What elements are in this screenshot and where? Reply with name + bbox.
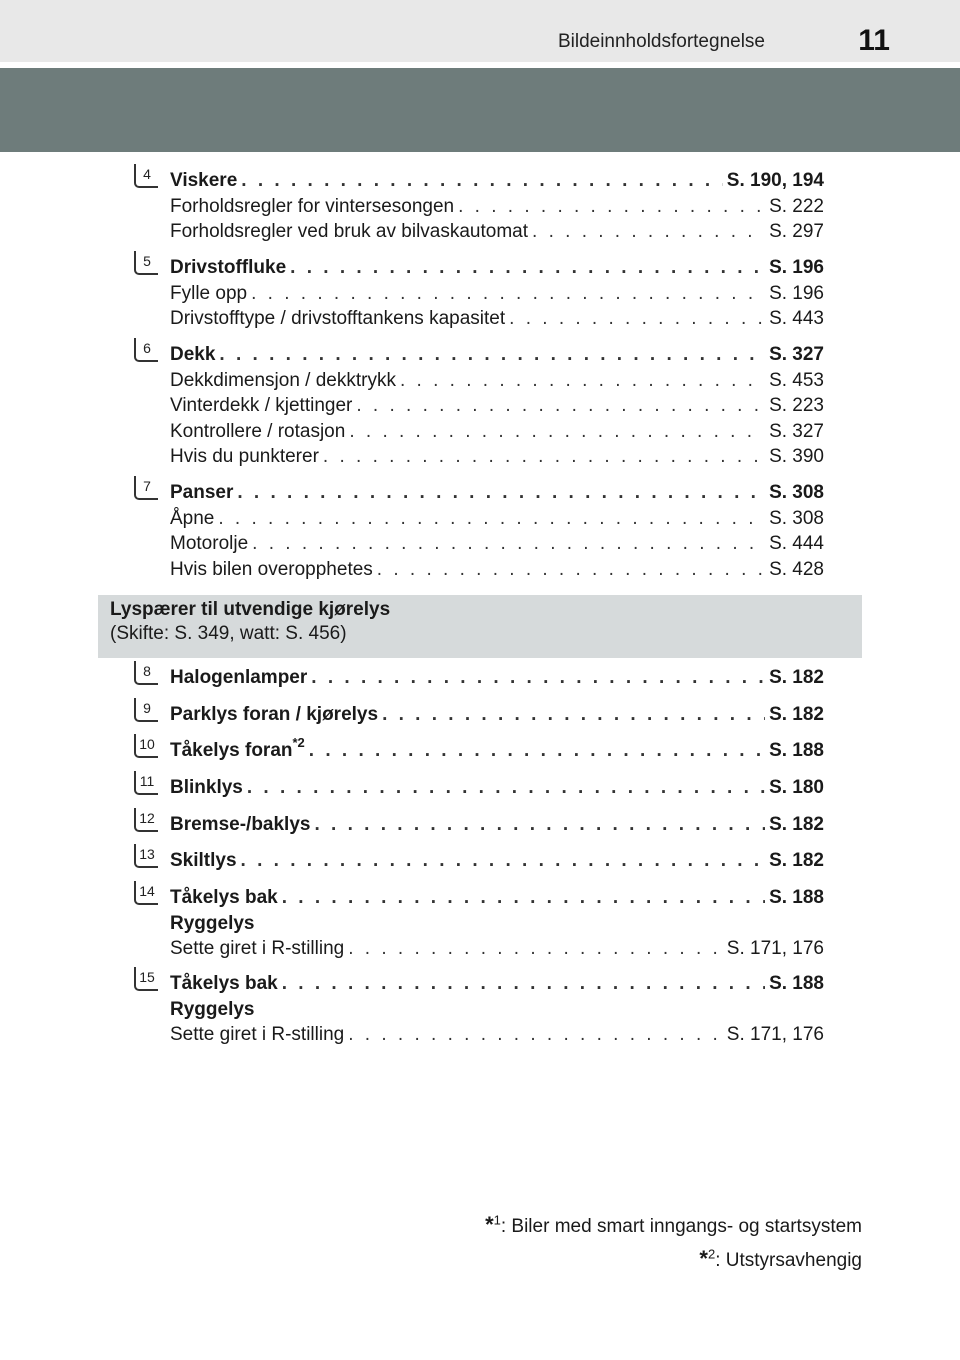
header-title: Bildeinnholdsfortegnelse bbox=[557, 31, 765, 52]
toc-heading-entry[interactable] bbox=[170, 885, 824, 911]
footnote-number: 2 bbox=[707, 1246, 716, 1262]
footnote-mark: * bbox=[485, 1212, 494, 1237]
page-header bbox=[0, 0, 960, 62]
entry-label-text: Forholdsregler for vintersesongen bbox=[170, 195, 455, 217]
toc-sub-entry[interactable] bbox=[170, 936, 824, 962]
entry-label bbox=[170, 480, 233, 506]
toc-sub-entry[interactable] bbox=[170, 219, 824, 245]
dot-leader bbox=[251, 281, 765, 307]
dot-leader bbox=[241, 168, 723, 194]
dot-leader bbox=[458, 194, 765, 220]
toc-sub-entry[interactable] bbox=[170, 194, 824, 220]
dot-leader bbox=[532, 219, 765, 245]
entry-label-text: Viskere bbox=[170, 170, 238, 191]
footnote-text: : Biler med smart inngangs- og startsystem bbox=[500, 1216, 862, 1237]
entry-label-text: Sette giret i R-stilling bbox=[170, 1024, 345, 1045]
callout-number: 4 bbox=[134, 164, 158, 188]
page-reference: S. 182 bbox=[769, 814, 824, 835]
toc-sub-entry[interactable] bbox=[170, 419, 824, 445]
dot-leader bbox=[309, 738, 765, 764]
toc-sub-entry[interactable] bbox=[170, 444, 824, 470]
page-reference: S. 188 bbox=[769, 740, 824, 761]
page-reference: S. 308 bbox=[769, 482, 824, 503]
page-reference: S. 223 bbox=[769, 395, 824, 416]
toc-heading-entry[interactable] bbox=[170, 665, 824, 691]
dot-leader bbox=[290, 255, 765, 281]
entry-label-text: Drivstofftype / drivstofftankens kapasitet bbox=[170, 308, 506, 329]
entry-label bbox=[170, 255, 286, 281]
callout-number: 15 bbox=[134, 967, 158, 991]
page-reference: S. 182 bbox=[769, 667, 824, 688]
footnote-1 bbox=[485, 1212, 862, 1238]
page-reference: S. 180 bbox=[769, 777, 824, 798]
toc-sub-entry[interactable] bbox=[170, 306, 824, 332]
page-reference: S. 443 bbox=[769, 308, 824, 329]
entry-label-text: Forholdsregler ved bruk av bilvaskautomat bbox=[170, 221, 529, 242]
entry-label-text: Skiltlys bbox=[170, 850, 237, 871]
dot-leader bbox=[356, 393, 765, 419]
toc-heading-entry[interactable] bbox=[170, 255, 824, 281]
dot-leader bbox=[282, 885, 765, 911]
entry-label bbox=[170, 444, 319, 470]
dot-leader bbox=[509, 306, 765, 332]
toc-heading-entry[interactable] bbox=[170, 848, 824, 874]
toc-heading-entry[interactable] bbox=[170, 342, 824, 368]
entry-label-text: Tåkelys bak bbox=[170, 887, 278, 908]
entry-label bbox=[170, 506, 214, 532]
page-reference: S. 390 bbox=[769, 446, 824, 467]
entry-label-text: Tåkelys foran bbox=[170, 740, 293, 761]
entry-label bbox=[170, 419, 345, 445]
section-subtitle: (Skifte: S. 349, watt: S. 456) bbox=[110, 623, 347, 644]
entry-label bbox=[170, 281, 247, 307]
entry-label-text: Tåkelys bak bbox=[170, 973, 278, 994]
section-title: Lyspærer til utvendige kjørelys bbox=[110, 599, 391, 620]
page-reference: S. 182 bbox=[769, 704, 824, 725]
entry-label-text: Vinterdekk / kjettinger bbox=[170, 395, 353, 416]
entry-label-text: Dekk bbox=[170, 344, 216, 365]
dot-leader bbox=[219, 342, 765, 368]
dot-leader bbox=[348, 1022, 723, 1048]
page-reference: S. 428 bbox=[769, 558, 824, 580]
toc-heading-entry[interactable] bbox=[170, 775, 824, 801]
entry-label bbox=[170, 885, 278, 911]
entry-label-text: Fylle opp bbox=[170, 282, 248, 304]
page-reference: S. 222 bbox=[769, 195, 824, 217]
callout-number: 7 bbox=[134, 476, 158, 500]
entry-label bbox=[170, 1022, 344, 1048]
page-reference: S. 190, 194 bbox=[726, 170, 824, 191]
entry-label-text: Kontrollere / rotasjon bbox=[170, 420, 346, 442]
page-reference: S. 308 bbox=[769, 507, 824, 529]
entry-label bbox=[170, 342, 215, 368]
entry-label-text: Halogenlamper bbox=[170, 667, 308, 688]
header-band bbox=[0, 68, 960, 152]
toc-heading-entry[interactable] bbox=[170, 734, 824, 764]
entry-label bbox=[170, 557, 373, 583]
toc-sub-entry[interactable] bbox=[170, 506, 824, 532]
entry-label-text: Blinklys bbox=[170, 777, 243, 798]
callout-number: 8 bbox=[134, 661, 158, 685]
toc-sub-entry[interactable] bbox=[170, 1022, 824, 1048]
entry-label bbox=[170, 702, 378, 728]
toc-heading-entry[interactable] bbox=[170, 480, 824, 506]
page-reference: S. 327 bbox=[769, 344, 824, 365]
dot-leader bbox=[252, 531, 765, 557]
page-reference: S. 188 bbox=[769, 973, 824, 994]
toc-heading-entry[interactable] bbox=[170, 911, 824, 937]
page-number: 11 bbox=[858, 24, 890, 57]
footnote-text: : Utstyrsavhengig bbox=[715, 1250, 862, 1271]
entry-label bbox=[170, 936, 344, 962]
dot-leader bbox=[348, 936, 723, 962]
entry-label-text: Åpne bbox=[170, 507, 215, 529]
dot-leader bbox=[382, 702, 765, 728]
page-reference: S. 327 bbox=[769, 420, 824, 442]
entry-label bbox=[170, 911, 824, 937]
toc-sub-entry[interactable] bbox=[170, 393, 824, 419]
entry-label bbox=[170, 775, 243, 801]
callout-number: 14 bbox=[134, 881, 158, 905]
entry-label bbox=[170, 219, 528, 245]
toc-sub-entry[interactable] bbox=[170, 531, 824, 557]
entry-label bbox=[170, 997, 824, 1023]
callout-number: 5 bbox=[134, 251, 158, 275]
entry-label bbox=[170, 368, 396, 394]
entry-label-text: Ryggelys bbox=[170, 998, 255, 1020]
entry-label-text: Hvis bilen overopphetes bbox=[170, 558, 373, 580]
entry-label-text: Dekkdimensjon / dekktrykk bbox=[170, 369, 396, 391]
entry-label-text: Motorolje bbox=[170, 533, 249, 554]
page-reference: S. 196 bbox=[769, 282, 824, 304]
callout-number: 13 bbox=[134, 844, 158, 868]
page-reference: S. 182 bbox=[769, 850, 824, 871]
toc-heading-entry[interactable] bbox=[170, 997, 824, 1023]
entry-label bbox=[170, 306, 505, 332]
page-reference: S. 453 bbox=[769, 369, 824, 391]
footnote-reference: *2 bbox=[292, 734, 305, 750]
entry-label bbox=[170, 194, 454, 220]
page-reference: S. 171, 176 bbox=[726, 938, 824, 959]
entry-label-text: Bremse-/baklys bbox=[170, 814, 311, 835]
toc-heading-entry[interactable] bbox=[170, 168, 824, 194]
callout-number: 11 bbox=[134, 771, 158, 795]
callout-number: 6 bbox=[134, 338, 158, 362]
entry-label bbox=[170, 734, 305, 764]
toc-heading-entry[interactable] bbox=[170, 702, 824, 728]
footnote-2 bbox=[699, 1246, 862, 1272]
toc-heading-entry[interactable] bbox=[170, 971, 824, 997]
page-reference: S. 196 bbox=[769, 257, 824, 278]
entry-label-text: Hvis du punkterer bbox=[170, 446, 319, 467]
page-reference: S. 444 bbox=[769, 533, 824, 554]
page-reference: S. 188 bbox=[769, 887, 824, 908]
entry-label-text: Ryggelys bbox=[170, 912, 255, 934]
dot-leader bbox=[282, 971, 765, 997]
entry-label-text: Panser bbox=[170, 482, 234, 503]
entry-label bbox=[170, 812, 310, 838]
footnote-mark: * bbox=[699, 1246, 708, 1271]
section-box bbox=[98, 595, 862, 658]
callout-number: 10 bbox=[134, 734, 158, 758]
entry-label bbox=[170, 971, 278, 997]
dot-leader bbox=[241, 848, 766, 874]
dot-leader bbox=[400, 368, 765, 394]
dot-leader bbox=[311, 665, 765, 691]
page-reference: S. 297 bbox=[769, 221, 824, 242]
dot-leader bbox=[377, 557, 765, 583]
callout-number: 9 bbox=[134, 698, 158, 722]
dot-leader bbox=[218, 506, 765, 532]
entry-label-text: Sette giret i R-stilling bbox=[170, 938, 345, 959]
entry-label-text: Drivstoffluke bbox=[170, 257, 287, 278]
toc-sub-entry[interactable] bbox=[170, 557, 824, 583]
toc-sub-entry[interactable] bbox=[170, 281, 824, 307]
page-reference: S. 171, 176 bbox=[726, 1024, 824, 1045]
toc-heading-entry[interactable] bbox=[170, 812, 824, 838]
entry-label bbox=[170, 665, 307, 691]
footnote-number: 1 bbox=[493, 1212, 501, 1228]
dot-leader bbox=[349, 419, 765, 445]
dot-leader bbox=[247, 775, 765, 801]
entry-label bbox=[170, 531, 248, 557]
toc-sub-entry[interactable] bbox=[170, 368, 824, 394]
entry-label bbox=[170, 393, 352, 419]
dot-leader bbox=[323, 444, 765, 470]
callout-number: 12 bbox=[134, 808, 158, 832]
entry-label-text: Parklys foran / kjørelys bbox=[170, 704, 379, 725]
dot-leader bbox=[237, 480, 765, 506]
entry-label bbox=[170, 168, 237, 194]
dot-leader bbox=[314, 812, 765, 838]
entry-label bbox=[170, 848, 237, 874]
